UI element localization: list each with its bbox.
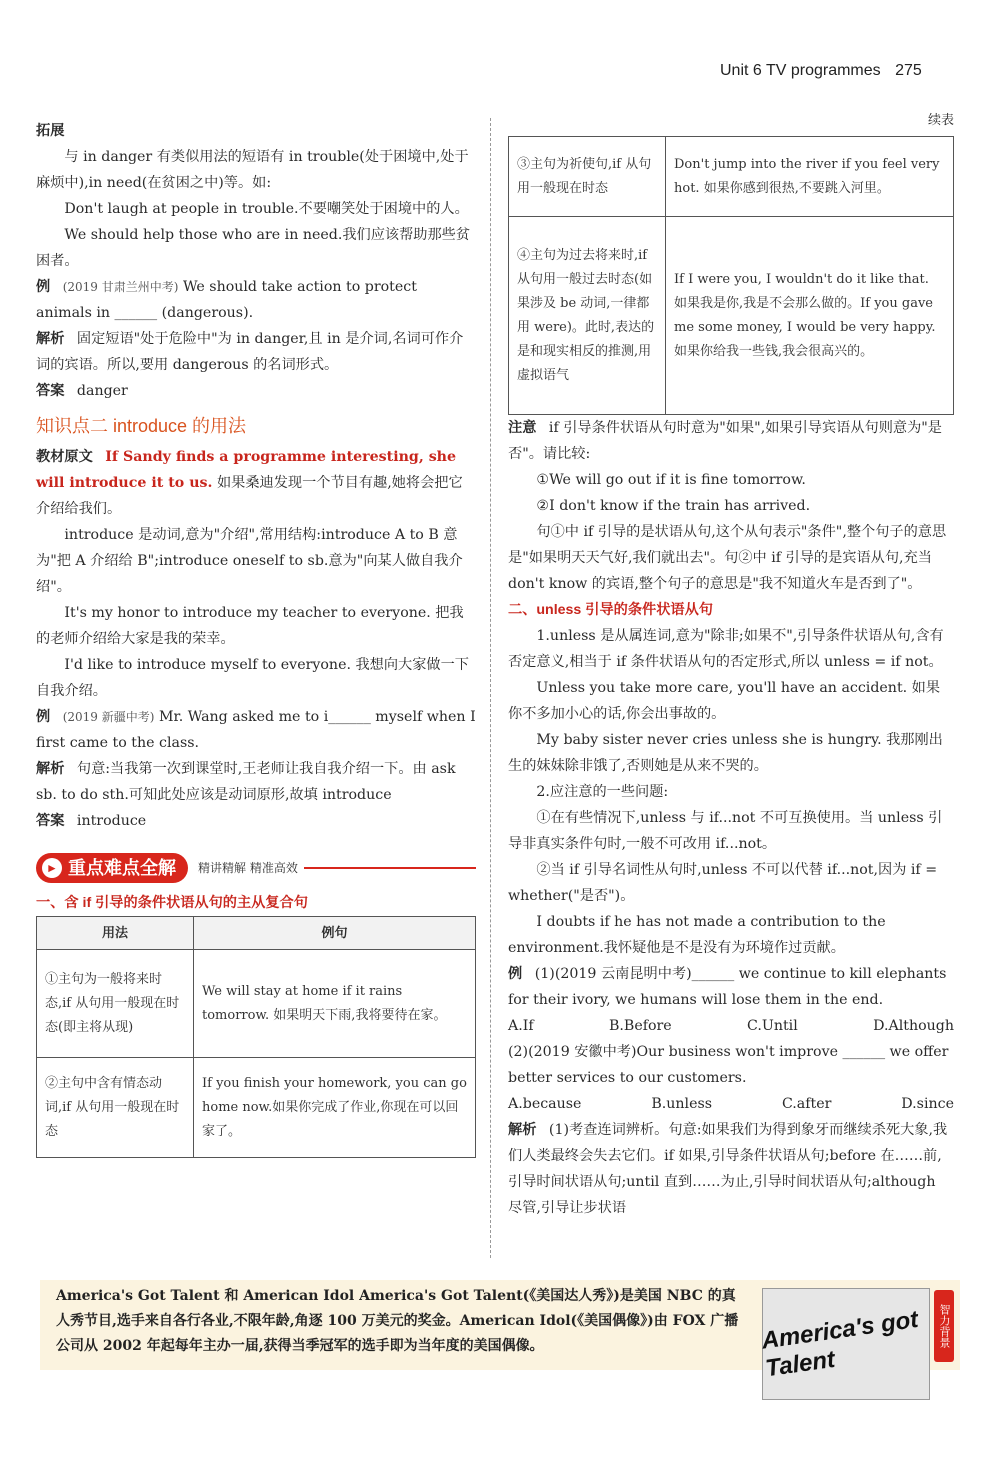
analysis-text: 句意:当我第一次到课堂时,王老师让我自我介绍一下。由 ask sb. to do sth.可知此处应该是动词原形,故填 introduce: [36, 761, 456, 803]
banner-pill: [36, 853, 188, 883]
answer-text: danger: [76, 383, 128, 399]
page-header: [720, 62, 960, 80]
unless-notes-heading: 2.应注意的一些问题:: [536, 784, 669, 800]
kp2-explanation: introduce 是动词,意为"介绍",常用结构:introduce A to B 意为"把 A 介绍给 B";introduce oneself to sb.意为"向某人做自我介绍"。: [36, 527, 463, 595]
analysis-2: [36, 756, 476, 808]
knowledge-point-2-title: 知识点二 introduce 的用法: [36, 416, 247, 436]
answer-1: [36, 378, 476, 404]
analysis-3: [508, 1117, 954, 1221]
example-question-2: (2)(2019 安徽中考)Our business won't improve ______ we offer better services to our customers.: [508, 1044, 949, 1086]
table-header-row: [37, 917, 476, 950]
example-label: 例: [36, 709, 51, 725]
options-row-2: [508, 1091, 954, 1117]
table-row: [37, 1058, 476, 1158]
analysis-text: (1)考查连词辨析。句意:如果我们为得到象牙而继续杀死大象,我们人类最终会失去它们。if 如果,引导条件状语从句;before 在……前,引导时间状语从句;until 直到……为止,引导时间状语从句;although 尽管,引导让步状语: [508, 1122, 948, 1216]
page-number: 275: [895, 62, 922, 79]
example-label: 例: [508, 966, 523, 982]
example-source: (2019 甘肃兰州中考): [62, 280, 179, 294]
example-3: [508, 961, 954, 1013]
example-text: We should take action to protect animals in ______ (dangerous).: [36, 279, 417, 321]
table-cell-usage: ②主句中含有情态动词,if 从句用一般现在时态: [37, 1058, 194, 1158]
option: D.Although: [873, 1018, 954, 1034]
example-2: [36, 704, 476, 756]
note-sentence-2: ②I don't know if the train has arrived.: [536, 498, 811, 514]
analysis-label: 解析: [508, 1122, 537, 1138]
option: A.If: [508, 1018, 534, 1034]
analysis-label: 解析: [36, 331, 65, 347]
unless-note-example: I doubts if he has not made a contribution to the environment.我怀疑他是不是没有为环境作过贡献。: [508, 914, 886, 956]
continued-table-label: 续表: [927, 113, 954, 128]
logo-text: America's got Talent: [759, 1305, 920, 1383]
textbook-original-label: 教材原文: [36, 449, 93, 465]
answer-label: 答案: [36, 383, 65, 399]
table-header-usage: 用法: [37, 917, 194, 950]
table-cell-example: If I were you, I wouldn't do it like that. 如果我是你,我是不会那么做的。If you gave me some money, I would be very happy. 如果你给我一些钱,我会很高兴的。: [666, 217, 954, 415]
section-2-title: 二、unless 引导的条件状语从句: [508, 602, 713, 618]
answer-2: [36, 808, 476, 834]
table-row: [509, 137, 954, 217]
table-header-example: 例句: [194, 917, 476, 950]
example-question-1: (1)(2019 云南昆明中考)______ we continue to kill elephants for their ivory, we humans will lose them in the end.: [508, 966, 947, 1008]
example-source: (2019 新疆中考): [62, 710, 155, 724]
note-explanation: 句①中 if 引导的是状语从句,这个从句表示"条件",整个句子的意思是"如果明天天气好,我们就出去"。句②中 if 引导的是宾语从句,充当 don't know 的宾语,整个句子的意思是"我不知道火车是否到了"。: [508, 524, 947, 592]
banner-tagline: 精讲精解 精准高效: [198, 861, 298, 875]
unless-definition: 1.unless 是从属连词,意为"除非;如果不",引导条件状语从句,含有否定意义,相当于 if 条件状语从句的否定形式,所以 unless = if not。: [508, 628, 944, 670]
option: C.Until: [747, 1018, 798, 1034]
kp2-example: I'd like to introduce myself to everyone. 我想向大家做一下自我介绍。: [36, 657, 469, 699]
option: C.after: [781, 1096, 832, 1112]
table-cell-example: If you finish your homework, you can go home now.如果你完成了作业,你现在可以回家了。: [194, 1058, 476, 1158]
option: B.unless: [651, 1096, 713, 1112]
if-clause-table: [36, 916, 476, 1158]
note-sentence-1: ①We will go out if it is fine tomorrow.: [536, 472, 806, 488]
expand-example: We should help those who are in need.我们应该帮助那些贫困者。: [36, 227, 471, 269]
example-text: Mr. Wang asked me to i______ myself when I first came to the class.: [36, 709, 476, 751]
note-text: if 引导条件状语从句时意为"如果",如果引导宾语从句则意为"是否"。请比较:: [508, 420, 942, 462]
unless-example: My baby sister never cries unless she is hungry. 我那刚出生的妹妹除非饿了,否则她是从来不哭的。: [508, 732, 943, 774]
table-cell-example: Don't jump into the river if you feel very hot. 如果你感到很热,不要跳入河里。: [666, 137, 954, 217]
americas-got-talent-logo: [759, 1288, 930, 1400]
right-column: [508, 113, 954, 1221]
table-cell-usage: ④主句为过去将来时,if 从句用一般过去时态(如果涉及 be 动词,一律都用 were)。此时,表达的是和现实相反的推测,用虚拟语气: [509, 217, 666, 415]
answer-text: introduce: [76, 813, 147, 829]
table-row: [37, 950, 476, 1058]
unless-note-1: ①在有些情况下,unless 与 if...not 不可互换使用。当 unless 引导非真实条件句时,一般不可改用 if...not。: [508, 810, 943, 852]
side-tab: 智力背景: [934, 1290, 954, 1362]
table-row: [509, 217, 954, 415]
expand-paragraph: 与 in danger 有类似用法的短语有 in trouble(处于困境中,处于麻烦中),in need(在贫困之中)等。如:: [36, 149, 469, 191]
unless-example: Unless you take more care, you'll have an accident. 如果你不多加小心的话,你会出事故的。: [508, 680, 941, 722]
note-label: 注意: [508, 420, 537, 436]
left-column: [36, 118, 476, 1158]
analysis-label: 解析: [36, 761, 65, 777]
example-label: 例: [36, 279, 51, 295]
textbook-original: [36, 444, 476, 522]
option: A.because: [508, 1096, 582, 1112]
option: B.Before: [608, 1018, 672, 1034]
analysis-1: [36, 326, 476, 378]
unit-title: Unit 6 TV programmes: [720, 62, 881, 79]
if-clause-table-continued: [508, 136, 954, 415]
analysis-text: 固定短语"处于危险中"为 in danger,且 in 是介词,名词可作介词的宾语。所以,要用 dangerous 的名词形式。: [36, 331, 464, 373]
answer-label: 答案: [36, 813, 65, 829]
footer-text: America's Got Talent 和 American Idol America's Got Talent(《美国达人秀》)是美国 NBC 的真人秀节目,选手来自各行各业,不限年龄,角逐 100 万美元的奖金。American Idol(《美国偶像》)由 FOX 广播公司从 2002 年起每年主办一届,获得当季冠军的选手即为当年度的美国偶像。: [56, 1288, 739, 1354]
note: [508, 415, 954, 467]
banner-title: 重点难点全解: [68, 858, 176, 878]
kp2-example: It's my honor to introduce my teacher to everyone. 把我的老师介绍给大家是我的荣幸。: [36, 605, 464, 647]
banner-line: [304, 867, 476, 869]
expand-example: Don't laugh at people in trouble.不要嘲笑处于困境中的人。: [64, 201, 469, 217]
table-cell-example: We will stay at home if it rains tomorrow. 如果明天下雨,我将要待在家。: [194, 950, 476, 1058]
example-1: [36, 274, 476, 326]
megaphone-icon: ►: [42, 858, 62, 878]
unless-note-2: ②当 if 引导名词性从句时,unless 不可以代替 if...not,因为 if = whether("是否")。: [508, 862, 938, 904]
section-1-title: 一、含 if 引导的条件状语从句的主从复合句: [36, 895, 308, 911]
textbook-original-cn: 如果桑迪发现一个节目有趣,她将会把它介绍给我们。: [36, 475, 463, 517]
expand-title: 拓展: [36, 123, 65, 139]
table-cell-usage: ①主句为一般将来时态,if 从句用一般现在时态(即主将从现): [37, 950, 194, 1058]
options-row-1: [508, 1013, 954, 1039]
table-cell-usage: ③主句为祈使句,if 从句用一般现在时态: [509, 137, 666, 217]
section-banner: [36, 850, 476, 886]
option: D.since: [901, 1096, 954, 1112]
column-divider: [490, 118, 491, 1258]
textbook-original-en: If Sandy finds a programme interesting, she will introduce it to us.: [36, 449, 457, 491]
